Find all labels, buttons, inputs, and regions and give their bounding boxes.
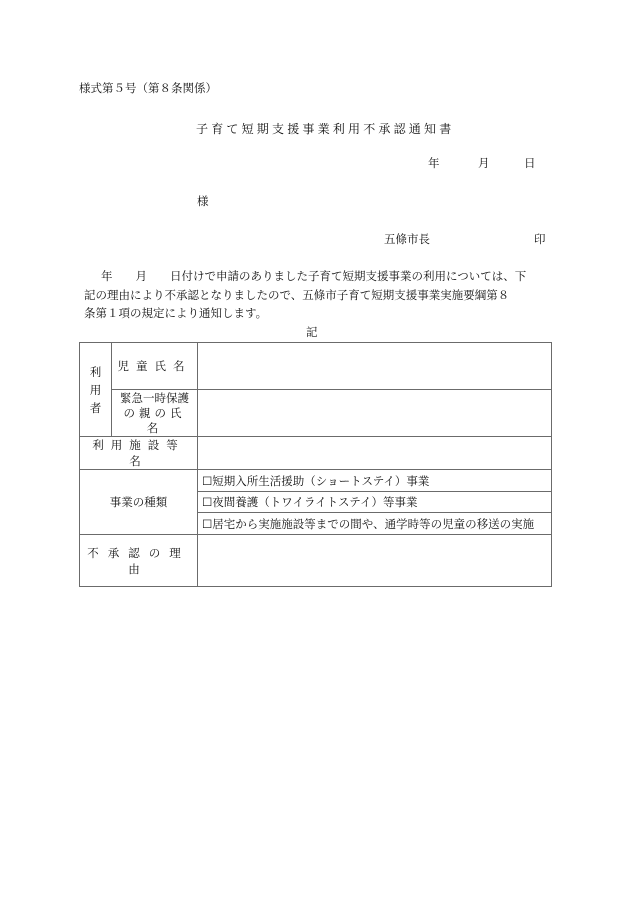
user-group-label [80,343,112,437]
rejection-reason-label: 不承認の理由 [80,535,198,587]
table-row [80,470,552,492]
body-line-2: 記の理由により不承認となりましたので、五條市子育て短期支援事業実施要綱第８ [84,287,510,302]
seal-mark: 印 [534,232,546,246]
document-title: 子育て短期支援事業利用不承認通知書 [196,122,455,136]
form-number: 様式第５号（第８条関係） [79,81,217,95]
facility-name-label: 利用施設等名 [80,437,198,470]
table-row [80,437,552,470]
child-name-label: 児童氏名 [112,343,198,390]
table-row [80,390,552,437]
guardian-label-line-2: の親の氏名 [123,405,186,435]
service-type-label: 事業の種類 [80,470,198,535]
service-option-short-stay[interactable]: ☐短期入所生活援助（ショートステイ）事業 [198,470,552,492]
notice-body [84,267,544,323]
guardian-name-label [112,390,198,437]
ki-label: 記 [306,325,318,339]
table-row [80,343,552,390]
user-group-char: 利 [89,364,102,379]
service-option-twilight-stay[interactable]: ☐夜間養護（トワイライトステイ）等事業 [198,492,552,513]
rejection-reason-field[interactable] [198,535,552,587]
child-name-field[interactable] [198,343,552,390]
user-group-char: 用 [89,382,102,397]
facility-name-field[interactable] [198,437,552,470]
date-day-label: 日 [524,156,536,170]
addressee-honorific: 様 [197,194,209,208]
user-group-char: 者 [89,400,102,415]
guardian-name-field[interactable] [198,390,552,437]
table-row [80,535,552,587]
date-year-label: 年 [428,156,440,170]
date-month-label: 月 [478,156,490,170]
guardian-label-line-1: 緊急一時保護 [120,390,189,405]
issuer-name: 五條市長 [384,232,430,246]
body-line-3: 条第１項の規定により通知します。 [84,306,268,320]
service-option-transport[interactable]: ☐居宅から実施施設等までの間や、通学時等の児童の移送の実施 [198,513,552,535]
notice-table [79,342,552,587]
body-line-1: 年 月 日付けで申請のありました子育て短期支援事業の利用については、下 [101,269,527,283]
